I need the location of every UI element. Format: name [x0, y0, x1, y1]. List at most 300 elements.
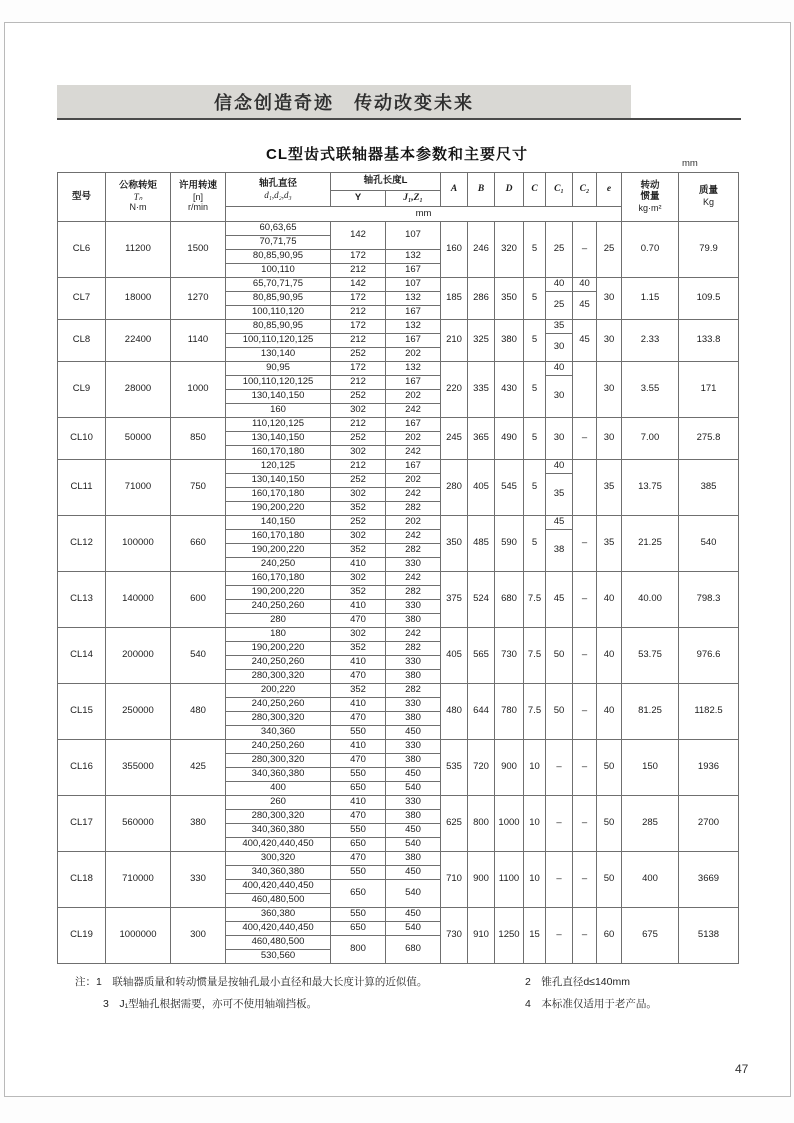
bore-diameter-cell: 110,120,125 [226, 418, 331, 432]
table-row [58, 222, 739, 236]
note-1 [75, 977, 427, 988]
note-2: 2 锥孔直径d≤140mm [525, 976, 630, 988]
length-jz-cell: 202 [386, 390, 441, 404]
length-jz-cell: 380 [386, 614, 441, 628]
length-jz-cell: 450 [386, 768, 441, 782]
inertia-cell: 3.55 [622, 362, 679, 418]
dim-c-cell: 5 [524, 222, 546, 278]
length-y-cell: 212 [331, 264, 386, 278]
dim-d-cell: 320 [495, 222, 524, 278]
bore-diameter-cell: 260 [226, 796, 331, 810]
length-y-cell: 212 [331, 418, 386, 432]
header-speed-label: 许用转速 [178, 180, 217, 192]
dim-c-cell: 5 [524, 278, 546, 320]
inertia-cell: 7.00 [622, 418, 679, 460]
header-length-y: Y [331, 191, 386, 207]
dim-d-cell: 380 [495, 320, 524, 362]
dim-e-cell: 50 [597, 740, 622, 796]
length-jz-cell: 282 [386, 502, 441, 516]
mass-cell: 540 [679, 516, 739, 572]
torque-cell: 22400 [106, 320, 171, 362]
speed-cell: 850 [171, 418, 226, 460]
dim-c1-cell: 50 [546, 628, 573, 684]
model-cell: CL11 [58, 460, 106, 516]
length-y-cell: 252 [331, 348, 386, 362]
torque-cell: 100000 [106, 516, 171, 572]
model-cell: CL13 [58, 572, 106, 628]
bore-diameter-cell: 280,300,320 [226, 670, 331, 684]
model-cell: CL8 [58, 320, 106, 362]
length-jz-cell: 540 [386, 838, 441, 852]
note-line-1 [75, 977, 740, 999]
dim-c1-cell: – [546, 852, 573, 908]
length-jz-cell: 380 [386, 810, 441, 824]
bore-diameter-cell: 130,140 [226, 348, 331, 362]
header-speed-symbol: [n] [192, 192, 203, 203]
length-jz-cell: 167 [386, 418, 441, 432]
dim-e-cell: 35 [597, 460, 622, 516]
header-model: 型号 [58, 173, 106, 222]
length-y-cell: 410 [331, 796, 386, 810]
unit-label: mm [682, 158, 698, 169]
header-bore-symbols: d₁,d₂,d₃ [264, 189, 292, 200]
model-cell: CL16 [58, 740, 106, 796]
dim-c1-cell: 25 [546, 222, 573, 278]
torque-cell: 11200 [106, 222, 171, 278]
dim-c1-cell: 35 [546, 474, 573, 516]
dim-c-cell: 15 [524, 908, 546, 964]
dim-d-cell: 730 [495, 628, 524, 684]
dim-c2-cell: – [573, 908, 597, 964]
dim-c1-cell: 30 [546, 418, 573, 460]
bore-diameter-cell: 460,480,500 [226, 936, 331, 950]
table-row [58, 320, 739, 334]
length-jz-cell: 282 [386, 544, 441, 558]
length-jz-cell: 132 [386, 250, 441, 264]
dim-c1-cell: 40 [546, 362, 573, 376]
length-y-cell: 410 [331, 558, 386, 572]
bore-diameter-cell: 130,140,150 [226, 474, 331, 488]
speed-cell: 600 [171, 572, 226, 628]
header-bore-length: 轴孔长度L [331, 173, 441, 191]
dim-c2-cell: – [573, 418, 597, 460]
header-mass-label: 质量 [698, 185, 718, 197]
bore-diameter-cell: 160,170,180 [226, 446, 331, 460]
table-row [58, 740, 739, 754]
torque-cell: 71000 [106, 460, 171, 516]
header-speed [171, 173, 226, 222]
bore-diameter-cell: 240,250,260 [226, 698, 331, 712]
dim-c1-cell: 45 [546, 572, 573, 628]
dim-b-cell: 644 [468, 684, 495, 740]
length-y-cell: 352 [331, 544, 386, 558]
length-y-cell: 302 [331, 404, 386, 418]
bore-diameter-cell: 340,360 [226, 726, 331, 740]
table-row [58, 362, 739, 376]
dim-c1-cell: 38 [546, 530, 573, 572]
length-jz-cell: 202 [386, 432, 441, 446]
model-cell: CL19 [58, 908, 106, 964]
bore-diameter-cell: 300,320 [226, 852, 331, 866]
dim-c1-cell: – [546, 740, 573, 796]
length-jz-cell: 330 [386, 796, 441, 810]
bore-diameter-cell: 190,200,220 [226, 502, 331, 516]
dim-e-cell: 30 [597, 278, 622, 320]
dim-c1-cell: – [546, 908, 573, 964]
model-cell: CL15 [58, 684, 106, 740]
dim-a-cell: 185 [441, 278, 468, 320]
length-y-cell: 352 [331, 502, 386, 516]
inertia-cell: 13.75 [622, 460, 679, 516]
dim-d-cell: 1100 [495, 852, 524, 908]
bore-diameter-cell: 190,200,220 [226, 642, 331, 656]
length-y-cell: 172 [331, 362, 386, 376]
dim-b-cell: 335 [468, 362, 495, 418]
length-y-cell: 212 [331, 460, 386, 474]
dim-b-cell: 365 [468, 418, 495, 460]
dim-d-cell: 1250 [495, 908, 524, 964]
speed-cell: 480 [171, 684, 226, 740]
length-jz-cell: 282 [386, 642, 441, 656]
bore-diameter-cell: 80,85,90,95 [226, 250, 331, 264]
bore-diameter-cell: 120,125 [226, 460, 331, 474]
model-cell: CL18 [58, 852, 106, 908]
length-y-cell: 650 [331, 880, 386, 908]
bore-diameter-cell: 240,250,260 [226, 740, 331, 754]
mass-cell: 275.8 [679, 418, 739, 460]
length-jz-cell: 540 [386, 922, 441, 936]
dim-b-cell: 720 [468, 740, 495, 796]
length-jz-cell: 242 [386, 488, 441, 502]
length-y-cell: 550 [331, 726, 386, 740]
mass-cell: 798.3 [679, 572, 739, 628]
dim-c2-cell: – [573, 628, 597, 684]
model-cell: CL14 [58, 628, 106, 684]
header-torque-unit: N·m [129, 202, 147, 213]
length-y-cell: 650 [331, 838, 386, 852]
bore-diameter-cell: 400,420,440,450 [226, 922, 331, 936]
dim-a-cell: 280 [441, 460, 468, 516]
bore-diameter-cell: 160 [226, 404, 331, 418]
inertia-cell: 400 [622, 852, 679, 908]
length-y-cell: 172 [331, 320, 386, 334]
bore-diameter-cell: 340,360,380 [226, 768, 331, 782]
length-y-cell: 410 [331, 740, 386, 754]
bore-diameter-cell: 130,140,150 [226, 432, 331, 446]
inertia-cell: 2.33 [622, 320, 679, 362]
length-y-cell: 470 [331, 670, 386, 684]
header-inertia-label2: 惯量 [640, 190, 660, 202]
dim-d-cell: 430 [495, 362, 524, 418]
length-y-cell: 650 [331, 782, 386, 796]
length-jz-cell: 330 [386, 698, 441, 712]
dim-c1-cell: 50 [546, 684, 573, 740]
header-dim-c1: C₁ [546, 173, 573, 207]
speed-cell: 1500 [171, 222, 226, 278]
dim-c2-cell: – [573, 516, 597, 572]
length-jz-cell: 450 [386, 726, 441, 740]
length-y-cell: 410 [331, 656, 386, 670]
mass-cell: 2700 [679, 796, 739, 852]
length-jz-cell: 202 [386, 348, 441, 362]
dim-a-cell: 535 [441, 740, 468, 796]
length-y-cell: 302 [331, 572, 386, 586]
dim-d-cell: 1000 [495, 796, 524, 852]
length-jz-cell: 282 [386, 586, 441, 600]
length-jz-cell: 242 [386, 572, 441, 586]
length-y-cell: 650 [331, 922, 386, 936]
dim-e-cell: 50 [597, 852, 622, 908]
inertia-cell: 0.70 [622, 222, 679, 278]
dim-c-cell: 5 [524, 516, 546, 572]
bore-diameter-cell: 130,140,150 [226, 390, 331, 404]
table-row [58, 796, 739, 810]
bore-diameter-cell: 80,85,90,95 [226, 320, 331, 334]
dim-a-cell: 350 [441, 516, 468, 572]
length-y-cell: 352 [331, 642, 386, 656]
dim-c1-cell: 30 [546, 334, 573, 362]
dim-c2-cell [573, 460, 597, 516]
bore-diameter-cell: 90,95 [226, 362, 331, 376]
dim-b-cell: 246 [468, 222, 495, 278]
bore-diameter-cell: 340,360,380 [226, 824, 331, 838]
bore-diameter-cell: 280 [226, 614, 331, 628]
bore-diameter-cell: 190,200,220 [226, 586, 331, 600]
dim-c2-cell: 45 [573, 292, 597, 320]
length-jz-cell: 330 [386, 740, 441, 754]
table-row [58, 572, 739, 586]
length-y-cell: 142 [331, 222, 386, 250]
header-inertia [622, 173, 679, 222]
torque-cell: 710000 [106, 852, 171, 908]
speed-cell: 380 [171, 796, 226, 852]
inertia-cell: 675 [622, 908, 679, 964]
bore-diameter-cell: 360,380 [226, 908, 331, 922]
dim-a-cell: 480 [441, 684, 468, 740]
length-jz-cell: 202 [386, 516, 441, 530]
bore-diameter-cell: 460,480,500 [226, 894, 331, 908]
length-y-cell: 252 [331, 516, 386, 530]
bore-diameter-cell: 280,300,320 [226, 712, 331, 726]
mass-cell: 171 [679, 362, 739, 418]
length-jz-cell: 380 [386, 754, 441, 768]
length-jz-cell: 540 [386, 880, 441, 908]
dim-e-cell: 60 [597, 908, 622, 964]
torque-cell: 18000 [106, 278, 171, 320]
length-y-cell: 252 [331, 390, 386, 404]
table-row [58, 628, 739, 642]
dim-b-cell: 800 [468, 796, 495, 852]
length-jz-cell: 132 [386, 320, 441, 334]
dim-e-cell: 30 [597, 418, 622, 460]
mass-cell: 5138 [679, 908, 739, 964]
dim-c-cell: 5 [524, 460, 546, 516]
mass-cell: 1936 [679, 740, 739, 796]
length-jz-cell: 450 [386, 908, 441, 922]
mass-cell: 3669 [679, 852, 739, 908]
header-inertia-label1: 转动 [640, 179, 660, 191]
dim-d-cell: 490 [495, 418, 524, 460]
length-y-cell: 302 [331, 488, 386, 502]
dim-e-cell: 50 [597, 796, 622, 852]
dim-c1-cell: – [546, 796, 573, 852]
header-inertia-unit: kg·m² [638, 202, 662, 213]
dim-c1-cell: 25 [546, 292, 573, 320]
dim-c-cell: 7.5 [524, 684, 546, 740]
notes-block [75, 977, 740, 1021]
length-y-cell: 352 [331, 586, 386, 600]
length-y-cell: 302 [331, 446, 386, 460]
dim-e-cell: 40 [597, 628, 622, 684]
length-y-cell: 800 [331, 936, 386, 964]
header-dim-d: D [495, 173, 524, 207]
length-jz-cell: 680 [386, 936, 441, 964]
length-jz-cell: 242 [386, 446, 441, 460]
dim-a-cell: 375 [441, 572, 468, 628]
dim-c2-cell: – [573, 796, 597, 852]
bore-diameter-cell: 240,250,260 [226, 600, 331, 614]
bore-diameter-cell: 530,560 [226, 950, 331, 964]
speed-cell: 425 [171, 740, 226, 796]
length-jz-cell: 380 [386, 852, 441, 866]
bore-diameter-cell: 100,110,120 [226, 306, 331, 320]
length-y-cell: 470 [331, 754, 386, 768]
dim-c2-cell: – [573, 852, 597, 908]
length-y-cell: 550 [331, 768, 386, 782]
header-bore-diameter [226, 173, 331, 207]
speed-cell: 540 [171, 628, 226, 684]
bore-diameter-cell: 180 [226, 628, 331, 642]
length-y-cell: 410 [331, 600, 386, 614]
length-y-cell: 212 [331, 334, 386, 348]
torque-cell: 50000 [106, 418, 171, 460]
torque-cell: 140000 [106, 572, 171, 628]
bore-diameter-cell: 160,170,180 [226, 488, 331, 502]
dim-c-cell: 5 [524, 320, 546, 362]
length-jz-cell: 540 [386, 782, 441, 796]
length-jz-cell: 450 [386, 866, 441, 880]
inertia-cell: 285 [622, 796, 679, 852]
length-y-cell: 352 [331, 684, 386, 698]
model-cell: CL6 [58, 222, 106, 278]
length-jz-cell: 167 [386, 306, 441, 320]
speed-cell: 750 [171, 460, 226, 516]
length-jz-cell: 132 [386, 292, 441, 306]
dim-c2-cell: – [573, 684, 597, 740]
length-y-cell: 550 [331, 824, 386, 838]
length-y-cell: 142 [331, 278, 386, 292]
dim-b-cell: 565 [468, 628, 495, 684]
length-y-cell: 172 [331, 292, 386, 306]
length-y-cell: 252 [331, 474, 386, 488]
dim-d-cell: 350 [495, 278, 524, 320]
table-body [58, 222, 739, 964]
speed-cell: 300 [171, 908, 226, 964]
table-row [58, 460, 739, 474]
bore-diameter-cell: 100,110 [226, 264, 331, 278]
bore-diameter-cell: 60,63,65 [226, 222, 331, 236]
bore-diameter-cell: 400,420,440,450 [226, 838, 331, 852]
dim-c1-cell: 35 [546, 320, 573, 334]
mass-cell: 1182.5 [679, 684, 739, 740]
dim-c-cell: 10 [524, 796, 546, 852]
header-torque-symbol: Tₙ [133, 192, 143, 203]
dim-c-cell: 5 [524, 362, 546, 418]
header-speed-unit: r/min [188, 202, 208, 213]
length-jz-cell: 107 [386, 278, 441, 292]
dim-c-cell: 5 [524, 418, 546, 460]
mass-cell: 133.8 [679, 320, 739, 362]
header-torque-label: 公称转矩 [118, 180, 157, 192]
length-y-cell: 302 [331, 628, 386, 642]
bore-diameter-cell: 65,70,71,75 [226, 278, 331, 292]
speed-cell: 1140 [171, 320, 226, 362]
header-mass [679, 173, 739, 222]
dim-d-cell: 590 [495, 516, 524, 572]
length-jz-cell: 167 [386, 264, 441, 278]
bore-diameter-cell: 70,71,75 [226, 236, 331, 250]
bore-diameter-cell: 140,150 [226, 516, 331, 530]
dim-b-cell: 286 [468, 278, 495, 320]
dim-e-cell: 30 [597, 362, 622, 418]
table-row [58, 278, 739, 292]
header-dim-c: C [524, 173, 546, 207]
bore-diameter-cell: 280,300,320 [226, 810, 331, 824]
dim-c2-cell: 45 [573, 320, 597, 362]
dim-c1-cell: 45 [546, 516, 573, 530]
table-row [58, 852, 739, 866]
banner-slogan: 信念创造奇迹 传动改变未来 [57, 85, 631, 118]
dim-e-cell: 35 [597, 516, 622, 572]
header-dim-e: e [597, 173, 622, 207]
length-y-cell: 252 [331, 432, 386, 446]
spec-table [57, 172, 739, 964]
header-torque [106, 173, 171, 222]
length-jz-cell: 167 [386, 460, 441, 474]
length-y-cell: 212 [331, 376, 386, 390]
length-jz-cell: 330 [386, 600, 441, 614]
dim-a-cell: 220 [441, 362, 468, 418]
bore-diameter-cell: 100,110,120,125 [226, 376, 331, 390]
bore-diameter-cell: 160,170,180 [226, 530, 331, 544]
bore-diameter-cell: 280,300,320 [226, 754, 331, 768]
header-bore-label: 轴孔直径 [258, 177, 297, 189]
inertia-cell: 1.15 [622, 278, 679, 320]
note-1-text: 1 联轴器质量和转动惯量是按轴孔最小直径和最大长度计算的近似值。 [96, 976, 428, 988]
length-jz-cell: 330 [386, 656, 441, 670]
length-jz-cell: 330 [386, 558, 441, 572]
dim-e-cell: 40 [597, 572, 622, 628]
inertia-cell: 150 [622, 740, 679, 796]
speed-cell: 1000 [171, 362, 226, 418]
dim-b-cell: 405 [468, 460, 495, 516]
speed-cell: 1270 [171, 278, 226, 320]
dim-c2-cell: – [573, 572, 597, 628]
dim-b-cell: 524 [468, 572, 495, 628]
header-dim-c2: C₂ [573, 173, 597, 207]
header-mass-unit: Kg [702, 197, 714, 208]
length-y-cell: 470 [331, 810, 386, 824]
model-cell: CL12 [58, 516, 106, 572]
banner-underline [57, 118, 741, 120]
length-y-cell: 550 [331, 866, 386, 880]
torque-cell: 1000000 [106, 908, 171, 964]
length-jz-cell: 242 [386, 530, 441, 544]
length-jz-cell: 242 [386, 628, 441, 642]
length-y-cell: 172 [331, 250, 386, 264]
table-row [58, 516, 739, 530]
header-dim-a: A [441, 173, 468, 207]
